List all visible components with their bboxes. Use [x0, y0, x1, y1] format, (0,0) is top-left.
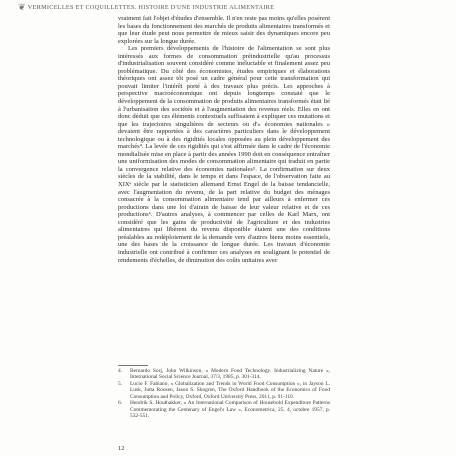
- footnote: [118, 368, 330, 381]
- footnote-number: 5.: [118, 380, 123, 387]
- footnote-number: 6.: [118, 400, 123, 407]
- footnote-divider: [118, 365, 148, 366]
- paragraph-1: vraiment fait l'objet d'études d'ensemble. Il n'en reste pas moins qu'elles posèrent les bases du fonctionnement des marchés de produits alimentaires transformés et que leur étude peut nous permettre de mieux saisir des dynamiques encore peu explorées sur la longue durée.: [118, 15, 330, 45]
- main-text: [118, 15, 330, 264]
- footnote-number: 4.: [118, 368, 123, 374]
- paragraph-2: Les premiers développements de l'histoire de l'alimentation se sont plus intéressés aux formes de consommation préindustrielle qu'au processus d'industrialisation souvent considéré comme inéluctable et finalement assez peu problématique. Du côté des économistes, études empiriques et élaborations théoriques ont assez tôt posé un cadre général pour cette transformation qui pouvait limiter l'intérêt porté à des travaux plus précis. Les approches à perspective macroéconomique ont depuis longtemps constaté que le développement de la consommation de produits alimentaires transformés était lié à l'urbanisation des sociétés et à l'augmentation des revenus réels. Elles en ont donc déduit que ces éléments contextuels suffisaient à expliquer ces mutations et que les trajectoires singulières de secteurs ou d'« économies nationales » devaient être rapportées à des caractères particuliers dans le développement technologique ou à des rigidités locales opposées au plein développement des marchés⁴. La levée de ces rigidités qui s'est affirmée dans le cadre de l'économie mondialisée mise en place à partir des années 1990 doit en conséquence entraîner une uniformisation des modes de consommation alimentaire qui traduit en partie la convergence relative des économies nationales⁵. La confirmation sur deux siècles de la stabilité, dans le temps et dans l'espace, de l'observation faite au XIXᵉ siècle par le statisticien allemand Ernst Engel de la baisse tendancielle, avec l'augmentation du revenu, de la part relative du budget des ménages consacrée à la consommation alimentaire tend par ailleurs à enfermer ces productions dans une loi d'airain de baisse de leur valeur relative et de ces productions⁶. D'autres analyses, à commencer par celles de Karl Marx, ont considéré que les gains de productivité de l'agriculture et des industries alimentaires qui libèrent du revenu disponible étaient une des conditions préalables au redéploiement de la demande vers d'autres biens moins essentiels, une des bases de la croissance de longue durée. Les travaux d'économie industrielle ont contribué à confirmer ces analyses en soulignant le potentiel de rendements d'échelles, de diminution des coûts unitaires avec: [118, 45, 330, 264]
- footnote: [118, 381, 330, 400]
- footnote-text: Hendrik S. Houthakker, « An International Comparison of Household Expenditure Patterns Commemorating the Centenary of Engel's Law », Econometrica, 25, 4, octobre 1957, p. 532-551.: [130, 400, 330, 420]
- footnote-text: Lucio F. Fabiano, « Globalization and Trends in World Food Consumption », in Jayson L. Lusk, Jutta Roosen, Jason S. Shogren, The Oxford Handbook of the Economics of Food Consumption and Policy, Oxford, Oxford University Press, 2011, p. 91-110.: [130, 380, 330, 400]
- footnotes: [118, 368, 330, 420]
- footnote-text: Bernardo Sorj, John Wilkinson, « Modern Food Technology. Industrializing Nature », International Social Science Journal, 37/3, 1985, p. 301-314.: [130, 368, 330, 381]
- running-head: [18, 3, 274, 12]
- page-number: 12: [118, 445, 125, 452]
- running-head-title: VERMICELLES ET COQUILLETTES. HISTOIRE D'UNE INDUSTRIE ALIMENTAIRE: [27, 4, 275, 11]
- footnote: [118, 400, 330, 419]
- fleuron-ornament-icon: ❦: [18, 2, 26, 12]
